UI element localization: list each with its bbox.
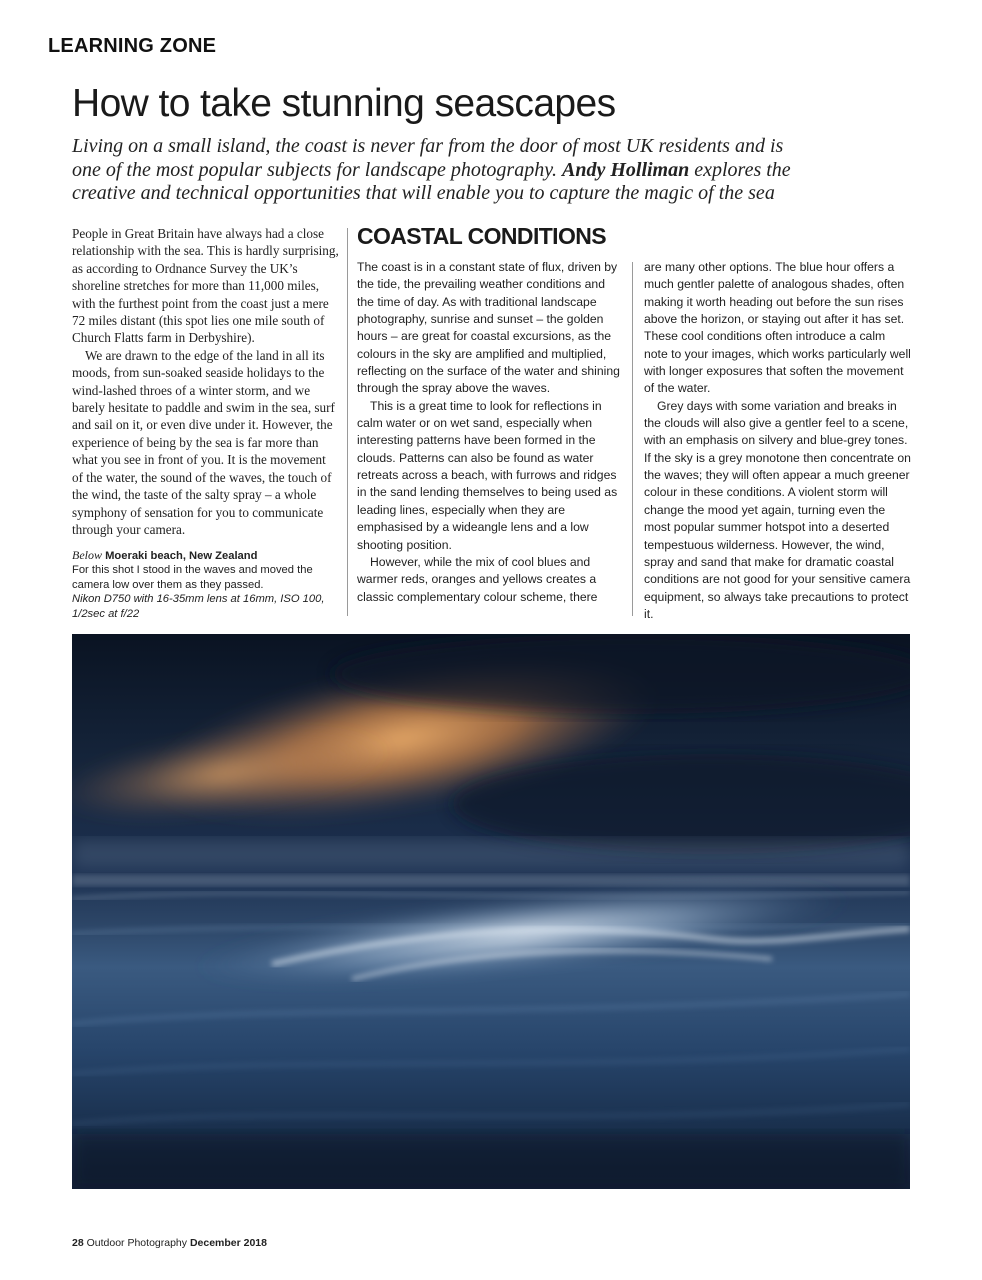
caption-technical: Nikon D750 with 16-35mm lens at 16mm, ISO 100, 1/2sec at f/22 bbox=[72, 593, 325, 620]
standfirst-text: Living on a small island, the coast is never far from the door of most UK residents and is one of the most popular subjects for landscape photography. bbox=[72, 135, 784, 181]
folio bbox=[72, 1237, 267, 1249]
intro-paragraph: People in Great Britain have always had a close relationship with the sea. This is hardly surprising, as according to Ordnance Survey the UK’s shoreline stretches for more than 11,000 miles, with the furthest point from the coast just a mere 72 miles distant (this spot lies one mile south of Church Flatts farm in Derbyshire). bbox=[72, 226, 339, 346]
photo-caption bbox=[72, 548, 334, 621]
column-divider bbox=[347, 228, 348, 616]
intro-column bbox=[72, 225, 340, 538]
body-paragraph: This is a great time to look for reflections in calm water or on wet sand, especially when interesting patterns have been formed in the clouds. Patterns can also be found as water retreats across a beach, with furrows and ridges in the sand lending themselves to being used as leading lines, especially when they are emphasised by a wideangle lens and a low shooting position. bbox=[357, 398, 618, 552]
intro-paragraph: We are drawn to the edge of the land in all its moods, from sun-soaked seaside holidays to the wind-lashed throes of a winter storm, and we barely hesitate to paddle and swim in the sea, surf and sail on it, or even dive under it. However, the experience of being by the sea is far more than what you see in front of you. It is the movement of the water, the sound of the waves, the touch of the wind, the taste of the salty spray – a whole symphony of sensation for you to communicate through your camera. bbox=[72, 347, 335, 537]
standfirst bbox=[72, 135, 812, 206]
body-paragraph: are many other options. The blue hour offers a much gentler palette of analogous shades, often making it worth heading out before the sun rises above the horizon, or staying out after it has set. These cool conditions often introduce a calm note to your images, which works particularly well with longer exposures that soften the movement of the water. bbox=[644, 260, 911, 396]
issue-date: December 2018 bbox=[189, 1237, 267, 1249]
body-paragraph: The coast is in a constant state of flux, driven by the tide, the prevailing weather conditions and the time of day. As with traditional landscape photography, sunrise and sunset – the golden hours – are great for coastal excursions, as the colours in the sky are amplified and multiplied, reflecting on the surface of the water and shining through the spray above the waves. bbox=[357, 260, 620, 396]
body-column-2 bbox=[357, 259, 623, 606]
caption-text: For this shot I stood in the waves and moved the camera low over them as they passed. bbox=[72, 564, 313, 591]
body-column-3 bbox=[644, 259, 912, 623]
column-divider bbox=[632, 262, 633, 616]
page-number: 28 bbox=[72, 1237, 84, 1249]
section-subhead: COASTAL CONDITIONS bbox=[357, 223, 607, 249]
standfirst-text-end: explores the creative and technical opportunities that will enable you to capture the magic of the sea bbox=[72, 158, 791, 204]
caption-title: Moeraki beach, New Zealand bbox=[105, 550, 258, 562]
caption-prefix: Below bbox=[72, 548, 102, 562]
section-label: LEARNING ZONE bbox=[48, 35, 217, 57]
seascape-photo bbox=[72, 634, 910, 1189]
magazine-name: Outdoor Photography bbox=[86, 1237, 188, 1249]
seascape-image bbox=[72, 634, 910, 1189]
headline: How to take stunning seascapes bbox=[72, 82, 616, 125]
body-paragraph: However, while the mix of cool blues and warmer reds, oranges and yellows creates a classic complementary colour scheme, there bbox=[357, 554, 598, 604]
body-paragraph: Grey days with some variation and breaks in the clouds will also give a gentler feel to a scene, with an emphasis on silvery and blue-grey tones. If the sky is a grey monotone then concentrate on the waves; they will often appear a much greener colour in these conditions. A violent storm will change the mood yet again, turning even the most popular summer hotspot into a deserted tempestuous wilderness. However, the wind, spray and sand that make for dramatic coastal conditions are not good for your sensitive camera equipment, so always take precautions to protect it. bbox=[644, 398, 911, 621]
author-name: Andy Holliman bbox=[561, 158, 690, 181]
